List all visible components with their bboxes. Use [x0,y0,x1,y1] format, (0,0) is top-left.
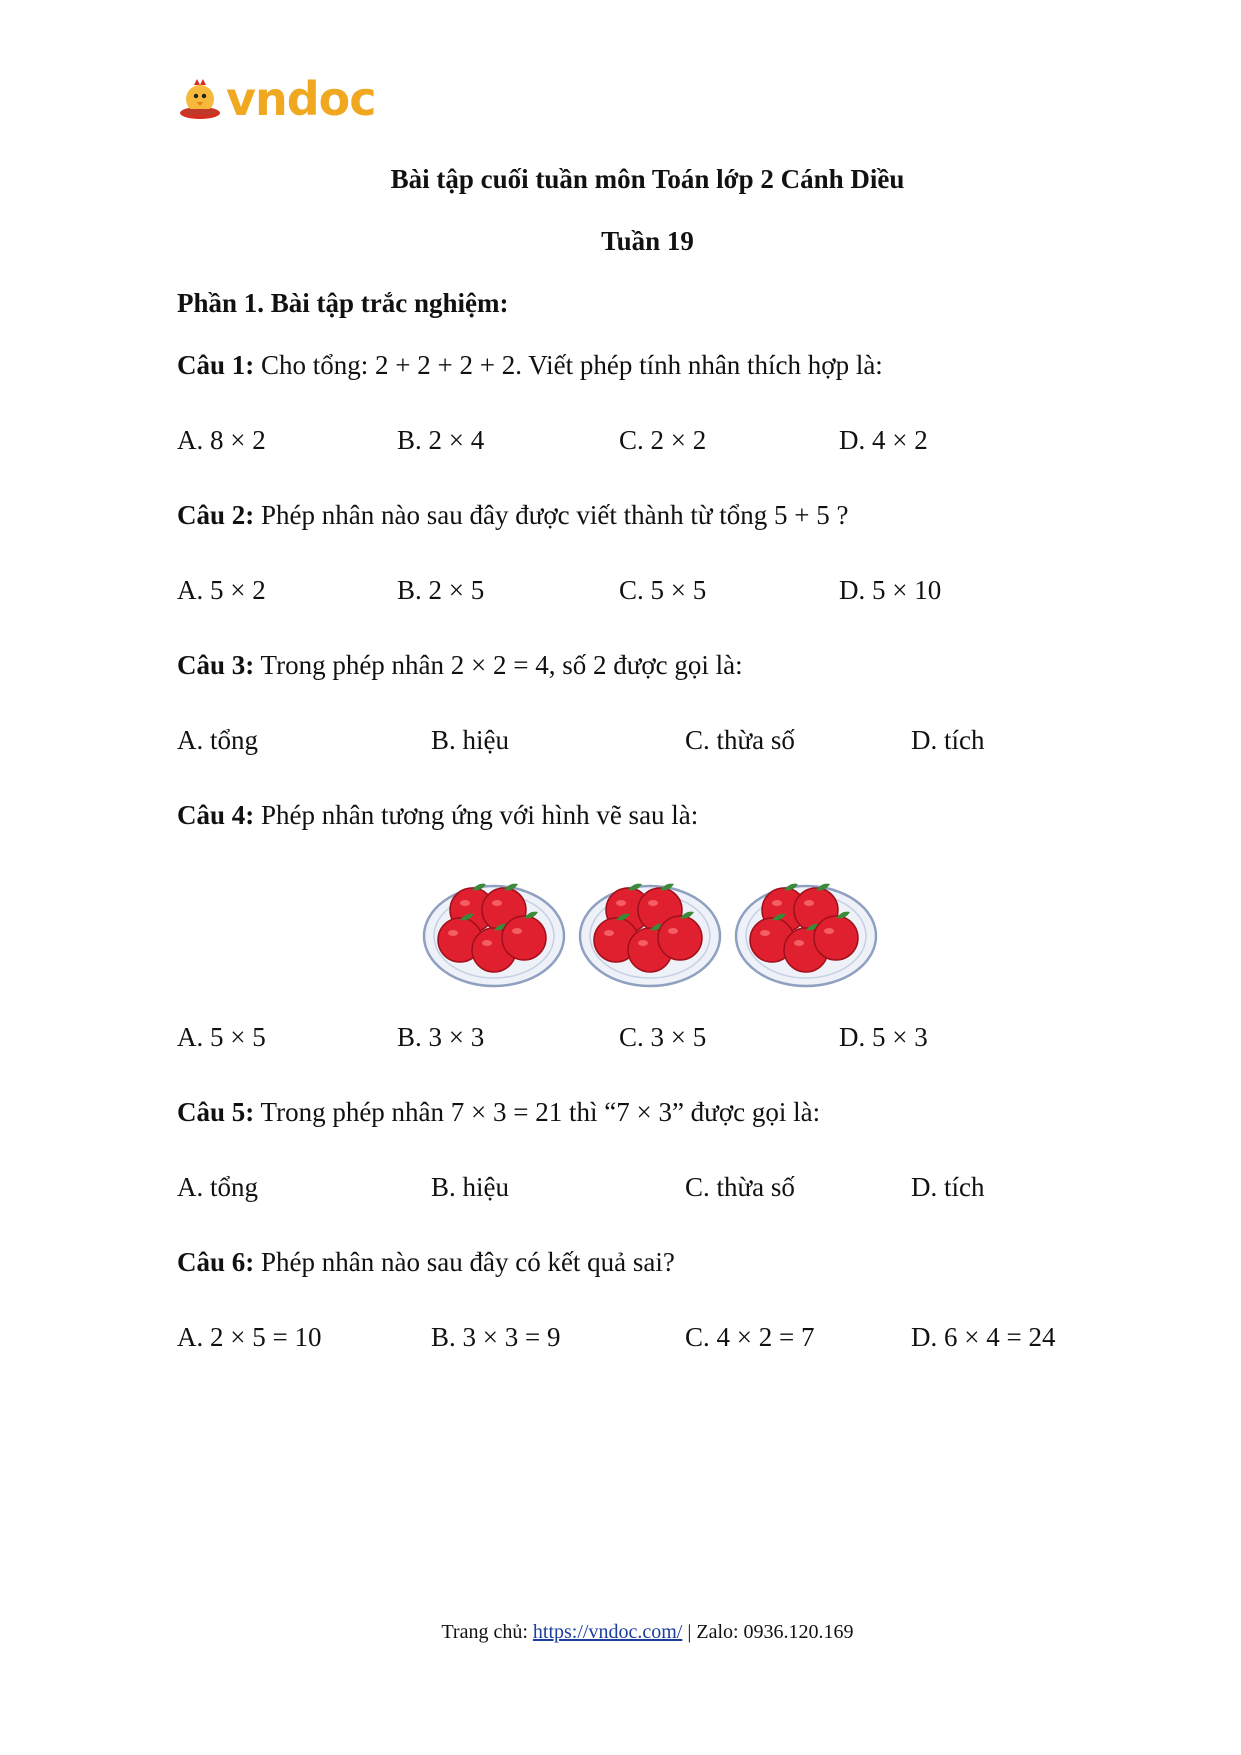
answer-option-d[interactable]: D. 5 × 10 [839,575,942,605]
question-text: Trong phép nhân 7 × 3 = 21 thì “7 × 3” được gọi là: [254,1097,821,1127]
answer-option-b[interactable]: B. 2 × 5 [397,575,485,605]
question-text: Cho tổng: 2 + 2 + 2 + 2. Viết phép tính nhân thích hợp là: [254,350,883,380]
answer-option-c[interactable]: C. 4 × 2 = 7 [685,1322,815,1352]
answer-option-a[interactable]: A. 2 × 5 = 10 [177,1322,322,1352]
answer-option-d[interactable]: D. tích [911,1172,985,1202]
apple-shine [668,928,678,934]
answer-option-b[interactable]: B. 2 × 4 [397,425,485,455]
question-1 [177,350,883,381]
answer-option-b[interactable]: B. hiệu [431,725,509,755]
plate [736,884,876,986]
question-3 [177,650,743,681]
footer-homepage-link[interactable]: https://vndoc.com/ [532,1621,683,1643]
question-label: Câu 3: [177,650,255,680]
question-4 [177,800,698,831]
question-label: Câu 1: [177,350,255,380]
page-footer [0,1621,1241,1644]
answer-option-c[interactable]: C. 3 × 5 [619,1022,707,1052]
answer-option-d[interactable]: D. tích [911,725,985,755]
apple-shine [482,940,492,946]
question-text: Phép nhân nào sau đây được viết thành từ tổng 5 + 5 ? [254,500,849,530]
answer-option-d[interactable]: D. 5 × 3 [839,1022,928,1052]
answer-option-d[interactable]: D. 4 × 2 [839,425,928,455]
answer-option-a[interactable]: A. 8 × 2 [177,425,266,455]
question-6 [177,1247,675,1278]
question-text: Phép nhân tương ứng với hình vẽ sau là: [254,800,699,830]
answer-option-c[interactable]: C. 2 × 2 [619,425,707,455]
apple-shine [460,900,470,906]
plate [424,884,564,986]
apple-shine [448,930,458,936]
apple-shine [648,900,658,906]
apple-shine [794,940,804,946]
question-text: Phép nhân nào sau đây có kết quả sai? [254,1247,675,1277]
answer-option-a[interactable]: A. 5 × 5 [177,1022,266,1052]
section-title: Phần 1. Bài tập trắc nghiệm: [177,288,509,318]
question-5 [177,1097,820,1128]
document-title: Bài tập cuối tuần môn Toán lớp 2 Cánh Diều [390,164,905,194]
question-label: Câu 4: [177,800,255,830]
apple-body [502,916,546,960]
apple-shine [604,930,614,936]
vndoc-logo[interactable] [176,72,376,126]
answer-option-c[interactable]: C. 5 × 5 [619,575,707,605]
plates-of-apples-image [420,858,880,990]
question-text: Trong phép nhân 2 × 2 = 4, số 2 được gọi là: [254,650,743,680]
footer-prefix: Trang chủ: [441,1621,533,1643]
answer-option-a[interactable]: A. tổng [177,1172,258,1202]
question-label: Câu 5: [177,1097,255,1127]
apple-shine [760,930,770,936]
chicken-mascot-icon [176,75,224,123]
apple-shine [512,928,522,934]
footer-suffix: | Zalo: 0936.120.169 [682,1621,854,1643]
logo-text: vndoc [226,72,376,126]
apple-shine [824,928,834,934]
answer-option-c[interactable]: C. thừa số [685,725,795,755]
apple-shine [638,940,648,946]
answer-option-c[interactable]: C. thừa số [685,1172,795,1202]
apple-shine [804,900,814,906]
apple-shine [772,900,782,906]
document-subtitle: Tuần 19 [601,226,694,256]
plate [580,884,720,986]
question-2 [177,500,848,531]
apple-shine [616,900,626,906]
apple-body [814,916,858,960]
apple-body [658,916,702,960]
question-label: Câu 2: [177,500,255,530]
answer-option-b[interactable]: B. 3 × 3 = 9 [431,1322,561,1352]
answer-option-b[interactable]: B. 3 × 3 [397,1022,485,1052]
answer-option-a[interactable]: A. tổng [177,725,258,755]
question-label: Câu 6: [177,1247,255,1277]
apple-shine [492,900,502,906]
answer-option-d[interactable]: D. 6 × 4 = 24 [911,1322,1056,1352]
answer-option-a[interactable]: A. 5 × 2 [177,575,266,605]
answer-option-b[interactable]: B. hiệu [431,1172,509,1202]
